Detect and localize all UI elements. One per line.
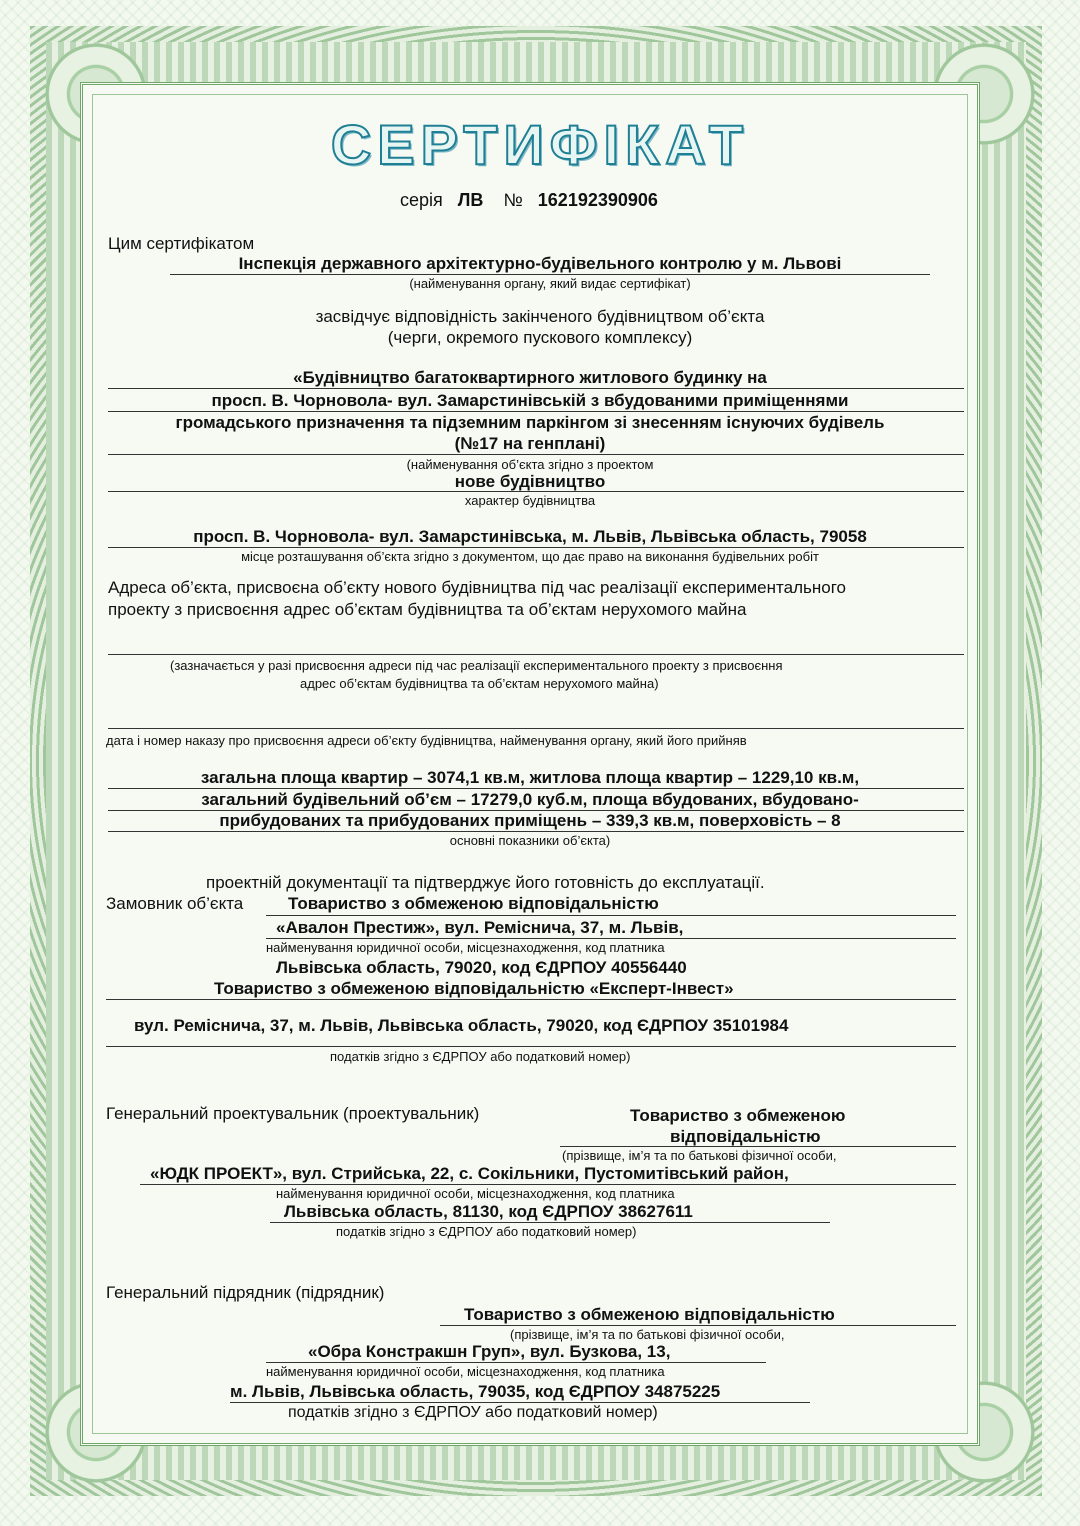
customer-line-3: Львівська область, 79020, код ЄДРПОУ 40556440: [276, 958, 687, 977]
indicators-line-3: прибудованих та прибудованих приміщень – 339,3 кв.м, поверховість – 8: [219, 811, 841, 830]
issuer-underline: [170, 274, 930, 275]
contractor-line-2: «Обра Констракшн Груп», вул. Бузкова, 13,: [308, 1342, 671, 1361]
indicators-underline-3: [108, 831, 964, 832]
address-note-1: (зазначається у разі присвоєння адреси під час реалізації експериментального проекту з присвоєння: [170, 658, 783, 673]
customer-label: Замовник об’єкта: [106, 894, 244, 913]
contractor-underline-1: [440, 1325, 956, 1326]
customer-underline-2: [266, 938, 956, 939]
object-line-3: громадського призначення та підземним паркінгом зі знесенням існуючих будівель: [175, 413, 885, 432]
designer-line-1: Товариство з обмеженою: [630, 1106, 846, 1125]
designer-label: Генеральний проектувальник (проектувальник): [106, 1104, 480, 1123]
object-underline-4: [108, 454, 964, 455]
certifies-sub: (черги, окремого пускового комплексу): [387, 328, 693, 347]
designer-line-3: «ЮДК ПРОЕКТ», вул. Стрийська, 22, с. Сокільники, Пустомитівський район,: [150, 1164, 789, 1183]
object-underline-1: [108, 388, 964, 389]
number-label: №: [503, 190, 523, 210]
address-note-2: адрес об’єктам будівництва та об’єктам нерухомого майна): [300, 676, 659, 691]
designer-line-2: відповідальністю: [670, 1127, 821, 1146]
customer-caption: найменування юридичної особи, місцезнаходження, код платника: [266, 940, 665, 955]
customer-caption-2: податків згідно з ЄДРПОУ або податковий номер): [330, 1049, 631, 1064]
contractor-caption-1: (прізвище, ім’я та по батькові фізичної особи,: [510, 1327, 785, 1342]
certifies-line: засвідчує відповідність закінченого будівництвом об’єкта: [315, 307, 765, 326]
series-row: [400, 190, 658, 210]
customer-underline-1: [266, 915, 956, 916]
readiness-line: проектній документації та підтверджує його готовність до експлуатації.: [206, 873, 765, 892]
series-label: серія: [400, 190, 443, 210]
indicators-line-2: загальний будівельний об’єм – 17279,0 куб.м, площа вбудованих, вбудовано-: [201, 790, 859, 809]
object-line-4: (№17 на генплані): [454, 434, 606, 453]
contractor-underline-2: [266, 1362, 766, 1363]
customer-underline-5: [106, 1046, 956, 1047]
issuer-intro: Цим сертифікатом: [108, 234, 255, 253]
designer-underline-1: [560, 1146, 956, 1147]
customer-line-4: Товариство з обмеженою відповідальністю «Експерт-Інвест»: [214, 979, 734, 998]
indicators-underline-1: [108, 788, 964, 789]
customer-line-5: вул. Ремісничa, 37, м. Львів, Львівська область, 79020, код ЄДРПОУ 35101984: [134, 1016, 789, 1035]
contractor-caption-2: найменування юридичної особи, місцезнаходження, код платника: [266, 1364, 665, 1379]
order-caption: дата і номер наказу про присвоєння адреси об’єкту будівництва, найменування органу, який його прийняв: [106, 733, 747, 748]
contractor-caption-3: податків згідно з ЄДРПОУ або податковий номер): [288, 1404, 658, 1421]
contractor-label: Генеральний підрядник (підрядник): [106, 1283, 385, 1302]
address-line-2: проекту з присвоєння адрес об’єктам будівництва та об’єктам нерухомого майна: [108, 600, 747, 619]
construction-underline: [108, 491, 964, 492]
contractor-line-3: м. Львів, Львівська область, 79035, код ЄДРПОУ 34875225: [230, 1382, 721, 1401]
certificate-number: 162192390906: [537, 190, 658, 210]
designer-caption-2: найменування юридичної особи, місцезнаходження, код платника: [276, 1186, 675, 1201]
object-line-1: «Будівництво багатоквартирного житлового будинку на: [293, 368, 767, 387]
location-underline: [108, 547, 964, 548]
designer-underline-3: [140, 1184, 956, 1185]
issuer-caption: (найменування органу, який видає сертифікат): [409, 276, 691, 291]
object-line-2: просп. В. Чорновола- вул. Замарстинівській з вбудованими приміщеннями: [211, 391, 849, 410]
series-value: ЛВ: [457, 190, 484, 210]
customer-line-2: «Авалон Престиж», вул. Ремісничa, 37, м. Львів,: [276, 918, 684, 937]
order-blank-line: [108, 728, 964, 729]
customer-underline-4: [106, 999, 956, 1000]
location-caption: місце розташування об’єкта згідно з документом, що дає право на виконання будівельних робіт: [241, 549, 819, 564]
object-location: просп. В. Чорновола- вул. Замарстинівська, м. Львів, Львівська область, 79058: [193, 527, 867, 546]
construction-type: нове будівництво: [454, 472, 606, 491]
object-caption: (найменування об’єкта згідно з проектом: [406, 457, 654, 472]
designer-line-4: Львівська область, 81130, код ЄДРПОУ 38627611: [284, 1202, 693, 1221]
contractor-line-1: Товариство з обмеженою відповідальністю: [464, 1305, 835, 1324]
address-line-1: Адреса об’єкта, присвоєна об’єкту нового будівництва під час реалізації експериментального: [108, 578, 846, 597]
designer-caption-1: (прізвище, ім’я та по батькові фізичної особи,: [562, 1148, 837, 1163]
indicators-line-1: загальна площа квартир – 3074,1 кв.м, житлова площа квартир – 1229,10 кв.м,: [200, 768, 860, 787]
address-blank-line: [108, 654, 964, 655]
issuer-name: Інспекція державного архітектурно-будівельного контролю у м. Львові: [238, 254, 842, 273]
indicators-caption: основні показники об’єкта): [449, 833, 611, 848]
certificate-title: СЕРТИФІКАТ: [330, 113, 750, 176]
construction-caption: характер будівництва: [464, 493, 596, 508]
customer-line-1: Товариство з обмеженою відповідальністю: [288, 894, 659, 913]
designer-caption-3: податків згідно з ЄДРПОУ або податковий номер): [336, 1224, 637, 1239]
object-underline-2: [108, 411, 964, 412]
designer-underline-4: [270, 1222, 830, 1223]
